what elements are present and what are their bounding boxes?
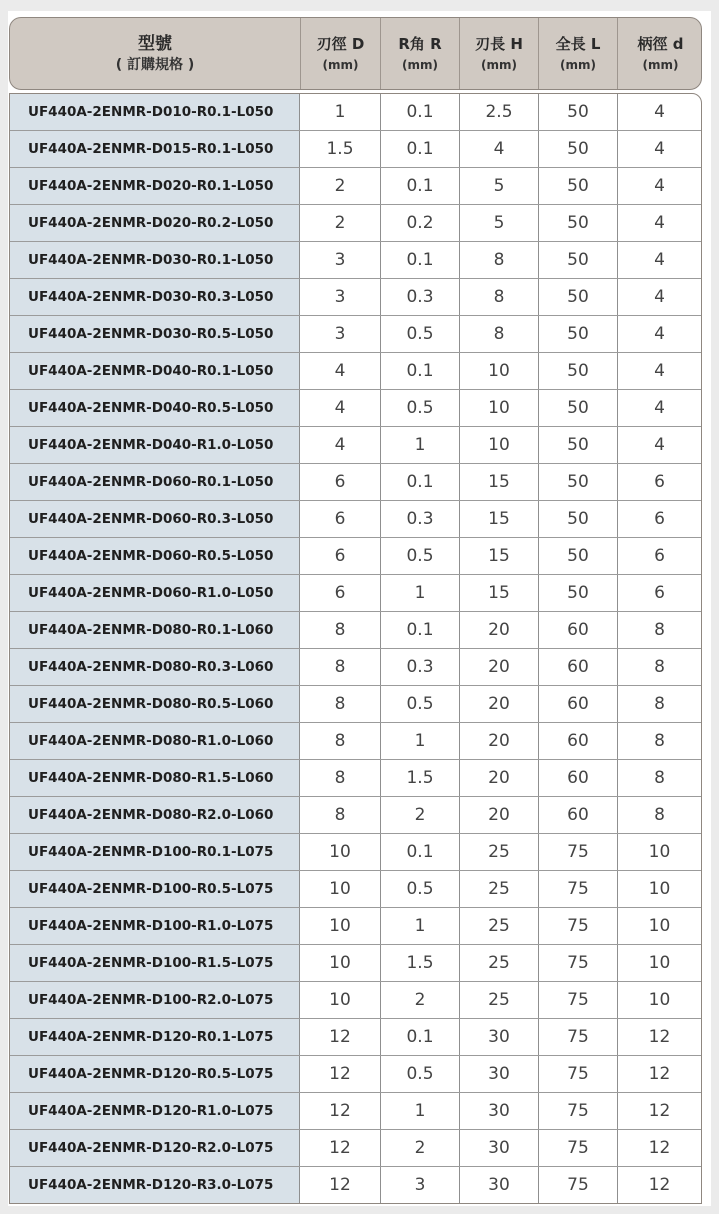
- cell-flute-length: 15: [459, 501, 538, 537]
- cell-shank-diameter: 10: [617, 834, 701, 870]
- cell-model: UF440A-2ENMR-D080-R1.0-L060: [10, 723, 300, 759]
- cell-radius: 0.5: [380, 390, 459, 426]
- cell-flute-length: 4: [459, 131, 538, 167]
- cell-overall-length: 75: [538, 1019, 617, 1055]
- cell-diameter: 6: [334, 472, 346, 492]
- cell-overall-length: 50: [538, 168, 617, 204]
- cell-overall-length: 60: [538, 723, 617, 759]
- cell-model: UF440A-2ENMR-D120-R0.5-L075: [10, 1056, 300, 1092]
- cell-shank-diameter: 8: [617, 686, 701, 722]
- cell-overall-length: 50: [538, 316, 617, 352]
- cell-radius: 0.3: [380, 501, 459, 537]
- cell-shank-diameter: 10: [617, 871, 701, 907]
- cell-radius: 1: [380, 1093, 459, 1129]
- header-overall-length-unit: (mm): [560, 57, 596, 72]
- cell-overall-length: 50: [538, 94, 617, 130]
- cell-overall-length: 75: [538, 834, 617, 870]
- table-row: [10, 1018, 701, 1055]
- cell-flute-length: 20: [459, 797, 538, 833]
- table-header: [9, 17, 702, 90]
- cell-diameter: 1.5: [326, 139, 354, 159]
- cell-radius: 1: [380, 427, 459, 463]
- header-diameter-label: 刃徑 D: [316, 34, 365, 53]
- header-diameter-unit: (mm): [322, 57, 359, 72]
- cell-diameter: 10: [329, 879, 351, 899]
- cell-flute-length: 5: [459, 205, 538, 241]
- cell-overall-length: 60: [538, 649, 617, 685]
- cell-overall-length: 60: [538, 612, 617, 648]
- cell-shank-diameter: 12: [617, 1056, 701, 1092]
- cell-flute-length: 20: [459, 760, 538, 796]
- cell-diameter: 10: [329, 953, 351, 973]
- cell-diameter: 12: [329, 1101, 351, 1121]
- cell-flute-length: 25: [459, 982, 538, 1018]
- header-flute-length-unit: (mm): [481, 57, 517, 72]
- cell-diameter: 4: [334, 398, 346, 418]
- cell-overall-length: 50: [538, 279, 617, 315]
- cell-shank-diameter: 12: [617, 1019, 701, 1055]
- cell-shank-diameter: 4: [617, 168, 701, 204]
- cell-flute-length: 15: [459, 575, 538, 611]
- cell-flute-length: 30: [459, 1130, 538, 1166]
- table-row: [10, 167, 701, 204]
- cell-model: UF440A-2ENMR-D080-R0.5-L060: [10, 686, 300, 722]
- cell-radius: 1.5: [380, 945, 459, 981]
- cell-radius: 2: [380, 1130, 459, 1166]
- table-row: [10, 426, 701, 463]
- cell-overall-length: 50: [538, 538, 617, 574]
- cell-overall-length: 75: [538, 1130, 617, 1166]
- cell-model: UF440A-2ENMR-D060-R1.0-L050: [10, 575, 300, 611]
- cell-overall-length: 60: [538, 760, 617, 796]
- cell-overall-length: 50: [538, 427, 617, 463]
- cell-radius: 0.5: [380, 538, 459, 574]
- cell-radius: 0.1: [380, 353, 459, 389]
- cell-flute-length: 10: [459, 353, 538, 389]
- header-radius-unit: (mm): [402, 57, 438, 72]
- cell-shank-diameter: 12: [617, 1167, 701, 1203]
- header-diameter: [300, 18, 380, 89]
- cell-overall-length: 50: [538, 464, 617, 500]
- cell-flute-length: 2.5: [459, 94, 538, 130]
- table-row: [10, 981, 701, 1018]
- cell-diameter: 6: [334, 546, 346, 566]
- cell-radius: 0.1: [380, 94, 459, 130]
- cell-shank-diameter: 10: [617, 982, 701, 1018]
- table-row: [10, 574, 701, 611]
- cell-radius: 0.3: [380, 279, 459, 315]
- cell-radius: 0.1: [380, 834, 459, 870]
- cell-diameter: 10: [329, 916, 351, 936]
- cell-shank-diameter: 4: [617, 131, 701, 167]
- cell-flute-length: 30: [459, 1056, 538, 1092]
- cell-model: UF440A-2ENMR-D040-R0.5-L050: [10, 390, 300, 426]
- cell-model: UF440A-2ENMR-D010-R0.1-L050: [10, 94, 300, 130]
- cell-overall-length: 50: [538, 575, 617, 611]
- table-row: [10, 611, 701, 648]
- table-row: [10, 685, 701, 722]
- cell-overall-length: 75: [538, 945, 617, 981]
- table-row: [10, 278, 701, 315]
- cell-overall-length: 75: [538, 871, 617, 907]
- cell-shank-diameter: 4: [617, 242, 701, 278]
- cell-shank-diameter: 12: [617, 1130, 701, 1166]
- cell-shank-diameter: 12: [617, 1093, 701, 1129]
- cell-radius: 0.2: [380, 205, 459, 241]
- cell-flute-length: 30: [459, 1019, 538, 1055]
- cell-flute-length: 25: [459, 908, 538, 944]
- cell-shank-diameter: 8: [617, 723, 701, 759]
- cell-shank-diameter: 10: [617, 945, 701, 981]
- cell-radius: 0.3: [380, 649, 459, 685]
- cell-overall-length: 75: [538, 1167, 617, 1203]
- cell-diameter: 8: [334, 694, 346, 714]
- cell-model: UF440A-2ENMR-D080-R0.1-L060: [10, 612, 300, 648]
- cell-radius: 2: [380, 797, 459, 833]
- table-row: [10, 94, 701, 130]
- table-row: [10, 833, 701, 870]
- cell-overall-length: 50: [538, 390, 617, 426]
- cell-overall-length: 60: [538, 797, 617, 833]
- table-row: [10, 389, 701, 426]
- cell-shank-diameter: 8: [617, 760, 701, 796]
- table-row: [10, 130, 701, 167]
- cell-model: UF440A-2ENMR-D030-R0.1-L050: [10, 242, 300, 278]
- header-overall-length-label: 全長 L: [555, 34, 601, 53]
- cell-model: UF440A-2ENMR-D100-R1.5-L075: [10, 945, 300, 981]
- cell-shank-diameter: 10: [617, 908, 701, 944]
- cell-radius: 1.5: [380, 760, 459, 796]
- table-row: [10, 648, 701, 685]
- cell-flute-length: 10: [459, 390, 538, 426]
- table-row: [10, 537, 701, 574]
- cell-radius: 0.5: [380, 686, 459, 722]
- cell-model: UF440A-2ENMR-D100-R0.1-L075: [10, 834, 300, 870]
- cell-flute-length: 8: [459, 316, 538, 352]
- table-row: [10, 241, 701, 278]
- cell-radius: 1: [380, 908, 459, 944]
- cell-model: UF440A-2ENMR-D120-R2.0-L075: [10, 1130, 300, 1166]
- cell-model: UF440A-2ENMR-D100-R2.0-L075: [10, 982, 300, 1018]
- cell-model: UF440A-2ENMR-D080-R1.5-L060: [10, 760, 300, 796]
- table-row: [10, 1166, 701, 1203]
- cell-diameter: 8: [334, 620, 346, 640]
- cell-overall-length: 50: [538, 131, 617, 167]
- cell-flute-length: 15: [459, 464, 538, 500]
- cell-diameter: 3: [334, 287, 346, 307]
- cell-flute-length: 25: [459, 945, 538, 981]
- cell-shank-diameter: 4: [617, 316, 701, 352]
- cell-shank-diameter: 6: [617, 501, 701, 537]
- cell-flute-length: 30: [459, 1167, 538, 1203]
- table-body: [9, 93, 702, 1204]
- cell-diameter: 12: [329, 1027, 351, 1047]
- cell-shank-diameter: 6: [617, 538, 701, 574]
- cell-shank-diameter: 8: [617, 612, 701, 648]
- cell-overall-length: 75: [538, 908, 617, 944]
- cell-diameter: 12: [329, 1175, 351, 1195]
- table-row: [10, 870, 701, 907]
- cell-model: UF440A-2ENMR-D040-R1.0-L050: [10, 427, 300, 463]
- table-row: [10, 352, 701, 389]
- cell-flute-length: 20: [459, 612, 538, 648]
- table-row: [10, 315, 701, 352]
- table-row: [10, 1055, 701, 1092]
- header-shank-diameter-unit: (mm): [642, 57, 679, 72]
- cell-shank-diameter: 6: [617, 464, 701, 500]
- cell-shank-diameter: 4: [617, 94, 701, 130]
- cell-flute-length: 25: [459, 834, 538, 870]
- cell-model: UF440A-2ENMR-D060-R0.3-L050: [10, 501, 300, 537]
- table-row: [10, 759, 701, 796]
- cell-overall-length: 60: [538, 686, 617, 722]
- cell-overall-length: 75: [538, 982, 617, 1018]
- cell-overall-length: 50: [538, 205, 617, 241]
- cell-model: UF440A-2ENMR-D080-R2.0-L060: [10, 797, 300, 833]
- cell-diameter: 6: [334, 583, 346, 603]
- cell-model: UF440A-2ENMR-D120-R1.0-L075: [10, 1093, 300, 1129]
- cell-radius: 0.5: [380, 1056, 459, 1092]
- cell-flute-length: 10: [459, 427, 538, 463]
- header-flute-length: [459, 18, 538, 89]
- cell-diameter: 1: [334, 102, 346, 122]
- header-model-label: 型號: [138, 33, 172, 54]
- table-row: [10, 204, 701, 241]
- header-radius: [380, 18, 459, 89]
- cell-radius: 3: [380, 1167, 459, 1203]
- cell-diameter: 12: [329, 1064, 351, 1084]
- cell-radius: 0.1: [380, 242, 459, 278]
- cell-model: UF440A-2ENMR-D060-R0.1-L050: [10, 464, 300, 500]
- header-overall-length: [538, 18, 617, 89]
- cell-overall-length: 50: [538, 353, 617, 389]
- cell-shank-diameter: 4: [617, 353, 701, 389]
- cell-diameter: 2: [334, 176, 346, 196]
- cell-shank-diameter: 6: [617, 575, 701, 611]
- cell-diameter: 12: [329, 1138, 351, 1158]
- cell-model: UF440A-2ENMR-D060-R0.5-L050: [10, 538, 300, 574]
- header-model-sub: ( 訂購規格 ): [115, 56, 195, 73]
- cell-diameter: 4: [334, 361, 346, 381]
- table-row: [10, 907, 701, 944]
- cell-model: UF440A-2ENMR-D015-R0.1-L050: [10, 131, 300, 167]
- cell-flute-length: 25: [459, 871, 538, 907]
- table-row: [10, 1092, 701, 1129]
- cell-shank-diameter: 4: [617, 279, 701, 315]
- table-row: [10, 463, 701, 500]
- cell-diameter: 8: [334, 768, 346, 788]
- cell-flute-length: 8: [459, 242, 538, 278]
- cell-shank-diameter: 4: [617, 427, 701, 463]
- table-row: [10, 500, 701, 537]
- header-shank-diameter: [617, 18, 702, 89]
- cell-radius: 2: [380, 982, 459, 1018]
- cell-diameter: 8: [334, 805, 346, 825]
- cell-diameter: 4: [334, 435, 346, 455]
- cell-diameter: 3: [334, 324, 346, 344]
- header-model: [10, 18, 300, 89]
- cell-flute-length: 20: [459, 649, 538, 685]
- header-shank-diameter-label: 柄徑 d: [637, 34, 684, 53]
- cell-shank-diameter: 4: [617, 390, 701, 426]
- cell-model: UF440A-2ENMR-D030-R0.5-L050: [10, 316, 300, 352]
- cell-radius: 1: [380, 575, 459, 611]
- cell-radius: 0.5: [380, 871, 459, 907]
- cell-radius: 0.5: [380, 316, 459, 352]
- cell-model: UF440A-2ENMR-D120-R3.0-L075: [10, 1167, 300, 1203]
- cell-flute-length: 8: [459, 279, 538, 315]
- header-flute-length-label: 刃長 H: [475, 34, 523, 53]
- cell-radius: 0.1: [380, 168, 459, 204]
- cell-flute-length: 30: [459, 1093, 538, 1129]
- table-row: [10, 944, 701, 981]
- cell-overall-length: 75: [538, 1093, 617, 1129]
- cell-radius: 1: [380, 723, 459, 759]
- cell-shank-diameter: 4: [617, 205, 701, 241]
- cell-flute-length: 15: [459, 538, 538, 574]
- table-row: [10, 796, 701, 833]
- cell-shank-diameter: 8: [617, 649, 701, 685]
- cell-overall-length: 50: [538, 242, 617, 278]
- cell-radius: 0.1: [380, 1019, 459, 1055]
- cell-overall-length: 50: [538, 501, 617, 537]
- cell-radius: 0.1: [380, 612, 459, 648]
- cell-model: UF440A-2ENMR-D020-R0.2-L050: [10, 205, 300, 241]
- cell-diameter: 10: [329, 842, 351, 862]
- table-row: [10, 1129, 701, 1166]
- cell-model: UF440A-2ENMR-D100-R0.5-L075: [10, 871, 300, 907]
- cell-diameter: 2: [334, 213, 346, 233]
- cell-model: UF440A-2ENMR-D030-R0.3-L050: [10, 279, 300, 315]
- cell-model: UF440A-2ENMR-D120-R0.1-L075: [10, 1019, 300, 1055]
- cell-diameter: 8: [334, 731, 346, 751]
- cell-flute-length: 20: [459, 686, 538, 722]
- cell-radius: 0.1: [380, 131, 459, 167]
- cell-model: UF440A-2ENMR-D040-R0.1-L050: [10, 353, 300, 389]
- cell-diameter: 8: [334, 657, 346, 677]
- cell-flute-length: 5: [459, 168, 538, 204]
- header-radius-label: R角 R: [398, 34, 442, 53]
- cell-flute-length: 20: [459, 723, 538, 759]
- cell-model: UF440A-2ENMR-D080-R0.3-L060: [10, 649, 300, 685]
- cell-overall-length: 75: [538, 1056, 617, 1092]
- cell-model: UF440A-2ENMR-D020-R0.1-L050: [10, 168, 300, 204]
- table-row: [10, 722, 701, 759]
- cell-shank-diameter: 8: [617, 797, 701, 833]
- cell-model: UF440A-2ENMR-D100-R1.0-L075: [10, 908, 300, 944]
- cell-radius: 0.1: [380, 464, 459, 500]
- cell-diameter: 10: [329, 990, 351, 1010]
- cell-diameter: 3: [334, 250, 346, 270]
- cell-diameter: 6: [334, 509, 346, 529]
